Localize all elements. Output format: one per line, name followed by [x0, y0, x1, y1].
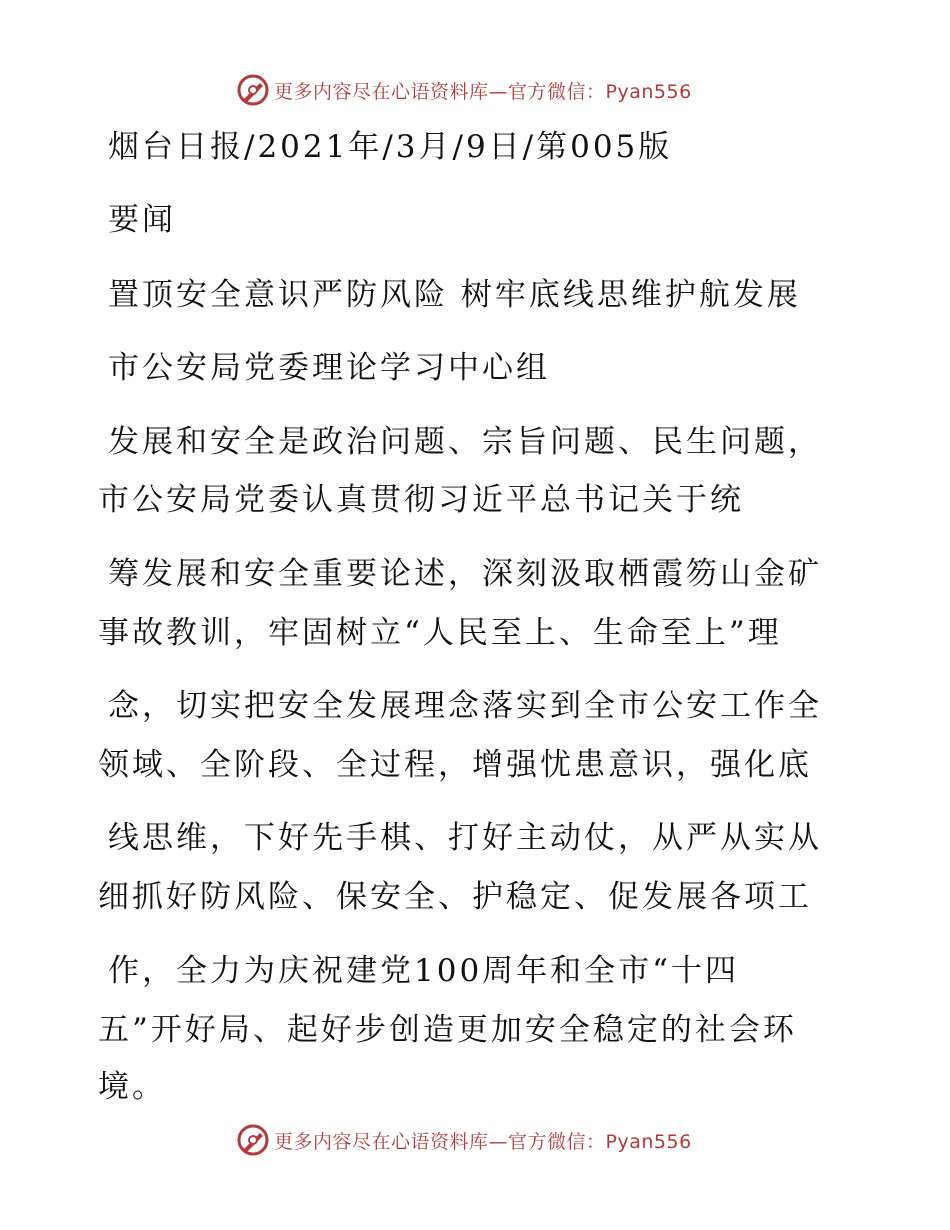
body-line-8: 细抓好防风险、保安全、护稳定、促发展各项工	[98, 879, 812, 915]
watermark-footer	[236, 1123, 692, 1157]
body-line-3: 筹发展和安全重要论述，深刻汲取栖霞笏山金矿	[108, 556, 822, 592]
headline: 置顶安全意识严防风险 树牢底线思维护航发展	[108, 277, 801, 313]
body-line-9: 作，全力为庆祝建党100周年和全市“十四	[108, 953, 740, 989]
watermark-header	[236, 73, 692, 107]
body-line-4: 事故教训，牢固树立“人民至上、生命至上”理	[98, 615, 782, 651]
body-line-2: 市公安局党委认真贯彻习近平总书记关于统	[98, 482, 744, 518]
pen-logo-icon	[236, 73, 270, 107]
body-line-11: 境。	[98, 1069, 166, 1105]
section-label: 要闻	[108, 202, 176, 238]
dateline: 烟台日报/2021年/3月/9日/第005版	[108, 129, 673, 165]
pen-logo-icon	[236, 1123, 270, 1157]
body-line-1: 发展和安全是政治问题、宗旨问题、民生问题，	[108, 424, 822, 460]
watermark-text: 更多内容尽在心语资料库—官方微信：Pyan556	[274, 80, 692, 103]
body-line-10: 五”开好局、起好步创造更加安全稳定的社会环	[98, 1012, 797, 1048]
body-line-5: 念，切实把安全发展理念落实到全市公安工作全	[108, 688, 822, 724]
body-line-7: 线思维，下好先手棋、打好主动仗，从严从实从	[108, 820, 822, 856]
body-line-6: 领域、全阶段、全过程，增强忧患意识，强化底	[98, 747, 812, 783]
byline: 市公安局党委理论学习中心组	[108, 350, 550, 386]
watermark-text: 更多内容尽在心语资料库—官方微信：Pyan556	[274, 1130, 692, 1153]
